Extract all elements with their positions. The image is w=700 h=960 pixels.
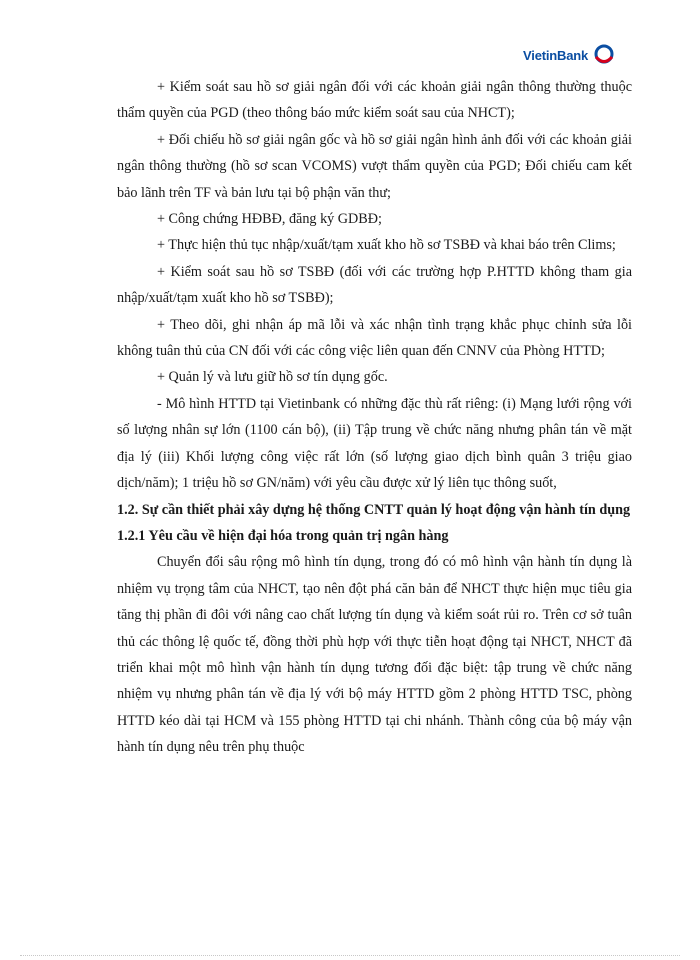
- bullet-paragraph: + Quản lý và lưu giữ hồ sơ tín dụng gốc.: [157, 369, 388, 386]
- model-description-paragraph: - Mô hình HTTD tại Vietinbank có những đặc thù rất riêng: (i) Mạng lưới rộng với số lượng nhân sự lớn (1100 cán bộ), (ii) Tập trung về chức năng nhưng phân tán về mặt địa lý (iii) Khối lượng công việc rất lớn (số lượng giao dịch bình quân 3 triệu giao dịch/năm); 1 triệu hồ sơ GN/năm) với yêu cầu được xử lý liên tục thông suốt,: [117, 395, 632, 492]
- logo-emblem-icon: [592, 44, 616, 66]
- section-heading-1-2: 1.2. Sự cần thiết phải xây dựng hệ thống CNTT quản lý hoạt động vận hành tín dụng: [117, 501, 631, 518]
- bullet-paragraph: + Kiểm soát sau hồ sơ giải ngân đối với các khoản giải ngân thông thường thuộc thẩm quyền của PGD (theo thông báo mức kiểm soát sau của NHCT);: [117, 79, 632, 122]
- logo-text: VietinBank: [523, 47, 588, 63]
- body-paragraph: Chuyển đổi sâu rộng mô hình tín dụng, trong đó có mô hình vận hành tín dụng là nhiệm vụ trọng tâm của NHCT, tạo nên đột phá căn bản để NHCT thực hiện mục tiêu gia tăng thị phần đi đôi với nâng cao chất lượng tín dụng và kiểm soát rủi ro. Trên cơ sở tuân thủ các thông lệ quốc tế, đồng thời phù hợp với thực tiễn hoạt động tại NHCT, NHCT đã triển khai một mô hình vận hành tín dụng tương đối đặc biệt: tập trung về chức năng nhiệm vụ nhưng phân tán về địa lý với bộ máy HTTD gồm 2 phòng HTTD TSC, phòng HTTD kéo dài tại HCM và 155 phòng HTTD tại chi nhánh. Thành công của bộ máy vận hành tín dụng nêu trên phụ thuộc: [117, 554, 632, 756]
- bullet-paragraph: + Đối chiếu hồ sơ giải ngân gốc và hồ sơ giải ngân hình ảnh đối với các khoản giải ngân thông thường (hồ sơ scan VCOMS) vượt thẩm quyền của PGD; Đối chiếu cam kết bảo lãnh trên TF và bản lưu tại bộ phận văn thư;: [117, 131, 632, 201]
- section-heading-1-2-1: 1.2.1 Yêu cầu về hiện đại hóa trong quản trị ngân hàng: [117, 527, 449, 544]
- page-bottom-divider: [20, 955, 680, 956]
- bullet-paragraph: + Thực hiện thủ tục nhập/xuất/tạm xuất kho hồ sơ TSBĐ và khai báo trên Clims;: [157, 237, 616, 254]
- bullet-paragraph: + Kiểm soát sau hồ sơ TSBĐ (đối với các trường hợp P.HTTD không tham gia nhập/xuất/tạm xuất kho hồ sơ TSBĐ);: [117, 263, 632, 307]
- vietinbank-logo: [523, 44, 616, 66]
- bullet-paragraph: + Công chứng HĐBĐ, đăng ký GDBĐ;: [157, 211, 382, 228]
- document-body: [117, 74, 632, 761]
- bullet-paragraph: + Theo dõi, ghi nhận áp mã lỗi và xác nhận tình trạng khắc phục chỉnh sửa lỗi không tuân thủ của CN đối với các công việc liên quan đến CNNV của Phòng HTTD;: [117, 316, 632, 360]
